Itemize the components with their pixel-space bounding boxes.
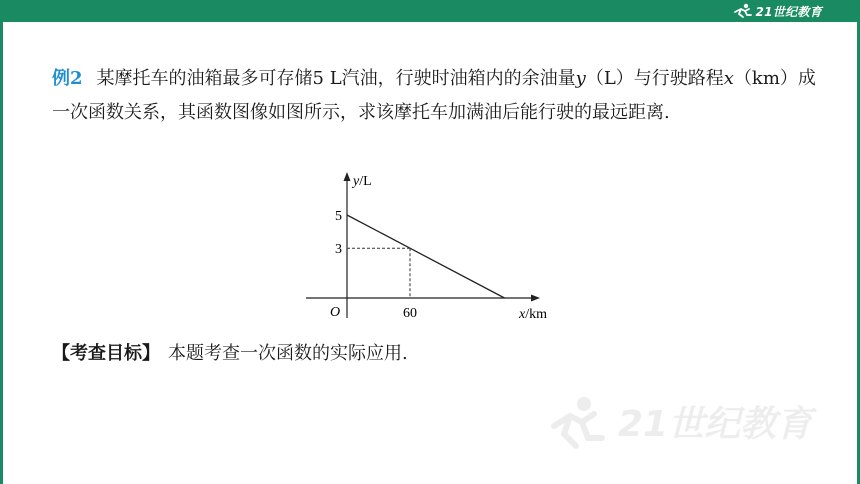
- origin-label: O: [330, 305, 341, 320]
- y-axis-label-unit: /L: [359, 174, 372, 189]
- x-axis-arrow: [531, 295, 540, 302]
- y-axis-arrow: [344, 172, 351, 181]
- x-axis-label-var: x: [519, 307, 526, 322]
- watermark: [548, 392, 838, 460]
- problem-text-3: （km）成一次函数关系，其函数图像如图所示，求该摩托车加满油后能行驶的最远距离.: [52, 68, 816, 123]
- y-tick-label: 5: [335, 209, 342, 224]
- x-tick-label: 60: [403, 306, 417, 321]
- chart-layer: [335, 209, 505, 321]
- running-figure-icon: [554, 397, 602, 446]
- variable-y: y: [575, 68, 586, 89]
- y-tick-label: 3: [335, 242, 342, 258]
- function-line: [347, 215, 505, 298]
- logo-text: 21世纪教育: [755, 4, 822, 19]
- watermark-text: 21世纪教育: [618, 404, 813, 445]
- watermark-graphic: [548, 392, 838, 456]
- objective-section: [52, 340, 408, 368]
- example-label: 例2: [52, 68, 83, 89]
- y-axis-label-var: y: [353, 174, 360, 189]
- x-axis-label-unit: /km: [525, 307, 547, 322]
- variable-x: x: [723, 68, 734, 89]
- problem-text-1: 某摩托车的油箱最多可存储5 L汽油，行驶时油箱内的余油量: [96, 68, 576, 89]
- y-axis-label: [351, 174, 372, 189]
- objective-text: 本题考查一次函数的实际应用.: [168, 343, 408, 364]
- problem-text-2: （L）与行驶路程: [585, 68, 724, 89]
- objective-label: 【考查目标】: [52, 343, 160, 364]
- x-axis-label: [518, 307, 547, 322]
